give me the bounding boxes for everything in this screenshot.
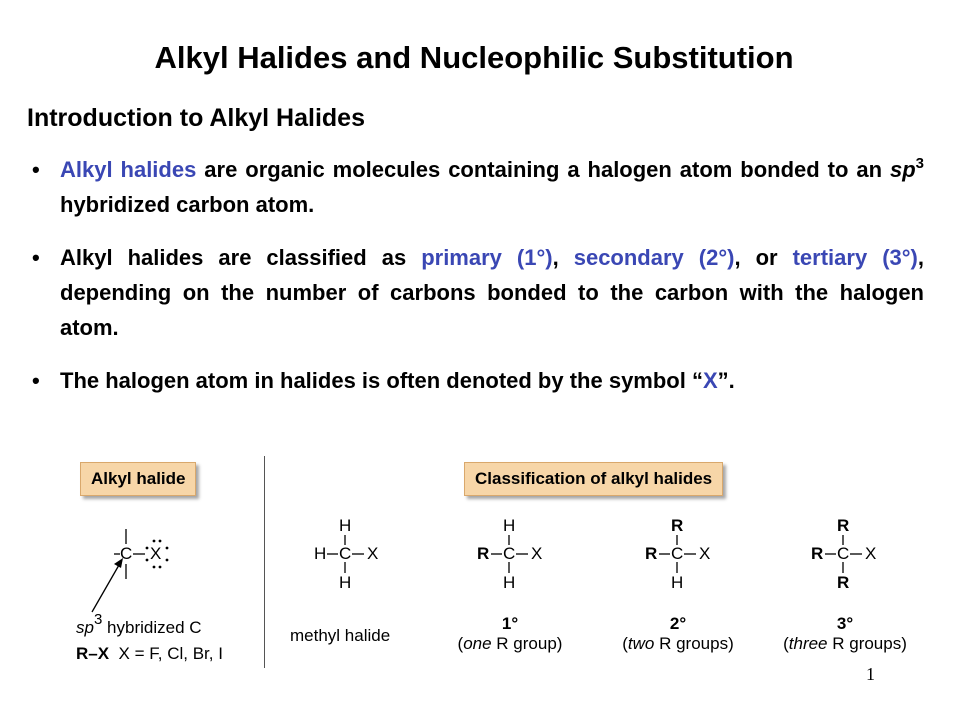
sp-text: sp xyxy=(76,618,94,637)
bullet-text: Alkyl halides are classified as xyxy=(60,245,422,270)
bullet-dot: • xyxy=(32,368,40,393)
bullet-text: hybridized carbon atom. xyxy=(60,192,315,217)
paren: ( xyxy=(457,634,464,653)
caption-text: hybridized C xyxy=(102,618,202,637)
atom-hydrogen: H xyxy=(339,573,352,592)
tertiary-caption xyxy=(774,614,916,654)
sp-superscript: 3 xyxy=(915,155,925,172)
caption-text: R groups) xyxy=(827,634,907,653)
emph-count: two xyxy=(627,634,655,653)
group-count xyxy=(774,634,916,654)
rx-dash: – xyxy=(88,644,98,663)
primary-caption xyxy=(448,614,572,654)
bullet-symbol-x xyxy=(32,363,924,398)
bullet-classification xyxy=(32,240,924,345)
methyl-caption: methyl halide xyxy=(290,626,391,645)
classification-label: Classification of alkyl halides xyxy=(464,462,723,496)
bullet-list xyxy=(32,152,924,416)
sp-superscript: 3 xyxy=(93,611,103,628)
term-alkyl-halides: Alkyl halides xyxy=(60,157,197,182)
atom-hydrogen: H xyxy=(314,544,327,563)
sp3-caption xyxy=(76,611,202,638)
atom-halogen: X xyxy=(531,544,543,563)
bullet-definition xyxy=(32,152,924,222)
alkyl-halide-label: Alkyl halide xyxy=(80,462,196,496)
sp-text: sp xyxy=(889,157,916,182)
paren: ( xyxy=(783,634,789,653)
atom-hydrogen: H xyxy=(503,573,516,592)
atom-carbon: C xyxy=(671,544,684,563)
atom-r-group: R xyxy=(477,544,490,563)
atom-halogen: X xyxy=(367,544,379,563)
atom-r-group: R xyxy=(671,516,684,535)
bullet-text: , xyxy=(552,245,574,270)
section-subtitle: Introduction to Alkyl Halides xyxy=(27,104,365,132)
atom-r-group: R xyxy=(837,573,850,592)
caption-text: R group) xyxy=(491,634,563,653)
classification-figure xyxy=(68,450,928,672)
atom-halogen: X xyxy=(865,544,877,563)
atom-halogen: X xyxy=(699,544,711,563)
bullet-dot: • xyxy=(32,245,40,270)
term-primary: primary (1°) xyxy=(421,245,553,270)
atom-halogen: X xyxy=(150,544,162,563)
atom-carbon: C xyxy=(339,544,352,563)
term-secondary: secondary (2°) xyxy=(573,245,735,270)
halogen-list: X = F, Cl, Br, I xyxy=(118,644,223,663)
rx-x: X xyxy=(97,644,110,663)
page-number: 1 xyxy=(866,664,875,684)
bullet-text: , or xyxy=(734,245,793,270)
atom-r-group: R xyxy=(811,544,824,563)
caption-text: R groups) xyxy=(654,634,734,653)
bullet-text: ”. xyxy=(717,368,735,393)
slide-title: Alkyl Halides and Nucleophilic Substitution xyxy=(154,40,794,75)
secondary-caption xyxy=(614,614,742,654)
atom-carbon: C xyxy=(120,544,133,563)
degree-label: 1° xyxy=(501,614,519,633)
emph-count: one xyxy=(463,634,492,653)
rx-r: R xyxy=(76,644,89,663)
atom-hydrogen: H xyxy=(503,516,516,535)
atom-hydrogen: H xyxy=(671,573,684,592)
rx-caption xyxy=(76,644,223,664)
atom-r-group: R xyxy=(837,516,850,535)
group-count xyxy=(448,634,572,654)
emph-count: three xyxy=(788,634,828,653)
degree-label: 3° xyxy=(836,614,854,633)
bullet-dot: • xyxy=(32,157,40,182)
bullet-text: , depending on the number of carbons bonded to the carbon with the halogen atom. xyxy=(60,245,924,340)
paren: ( xyxy=(622,634,628,653)
atom-hydrogen: H xyxy=(339,516,352,535)
atom-r-group: R xyxy=(645,544,658,563)
degree-label: 2° xyxy=(669,614,687,633)
bullet-text: are organic molecules containing a halogen atom bonded to an xyxy=(196,157,890,182)
atom-carbon: C xyxy=(837,544,850,563)
atom-carbon: C xyxy=(503,544,516,563)
bullet-text: The halogen atom in halides is often denoted by the symbol “ xyxy=(60,368,703,393)
term-x: X xyxy=(702,368,718,393)
group-count xyxy=(614,634,742,654)
term-tertiary: tertiary (3°) xyxy=(792,245,918,270)
